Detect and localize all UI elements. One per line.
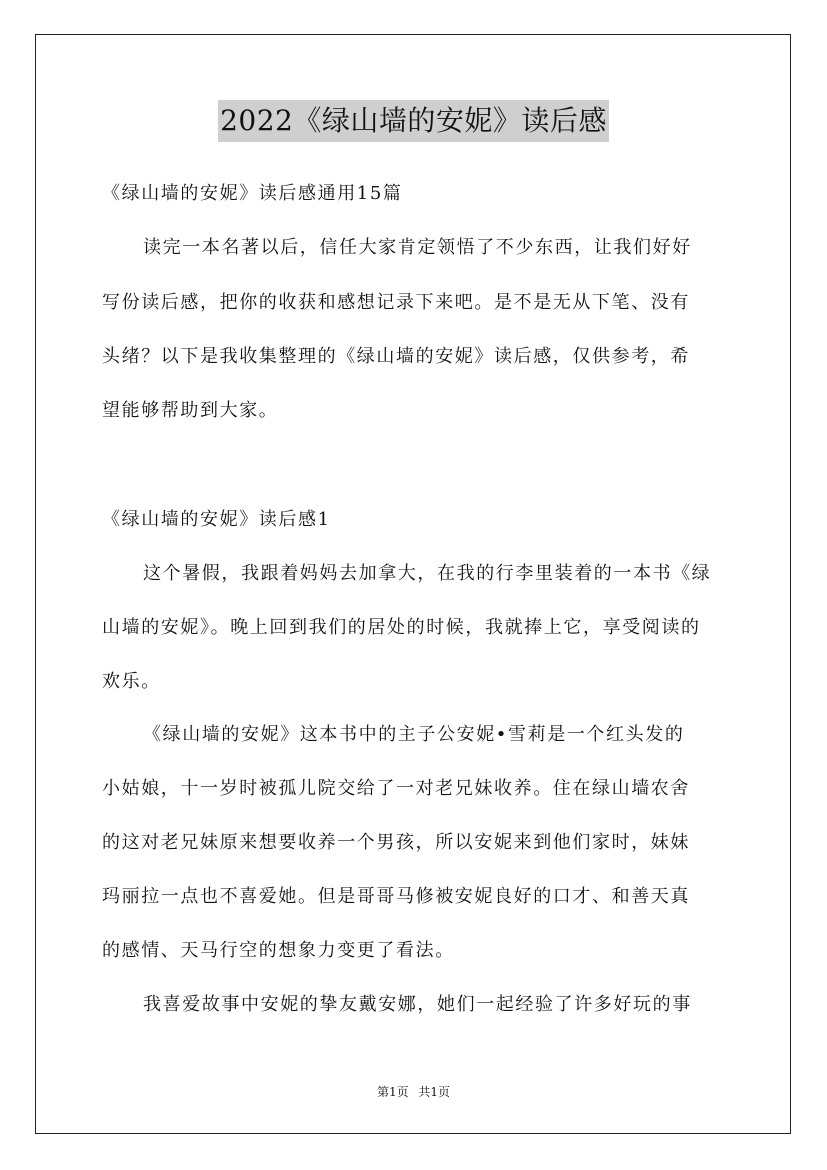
para2-line-1: 《绿山墙的安妮》这本书中的主子公安妮•雪莉是一个红头发的	[143, 724, 685, 745]
title-container	[0, 100, 827, 142]
page-footer	[0, 1083, 827, 1101]
intro-line-4: 望能够帮助到大家。	[102, 400, 279, 421]
document-subtitle: 《绿山墙的安妮》读后感通用15篇	[102, 183, 403, 204]
intro-line-2: 写份读后感，把你的收获和感想记录下来吧。是不是无从下笔、没有	[102, 292, 690, 313]
document-title: 2022《绿山墙的安妮》读后感	[218, 100, 609, 142]
para3-line-1: 我喜爱故事中安妮的挚友戴安娜，她们一起经验了许多好玩的事	[143, 994, 692, 1015]
page-number: 第1页	[376, 1085, 409, 1099]
intro-line-3: 头绪？以下是我收集整理的《绿山墙的安妮》读后感，仅供参考，希	[102, 346, 690, 367]
para1-line-1: 这个暑假，我跟着妈妈去加拿大，在我的行李里装着的一本书《绿	[143, 563, 712, 584]
para1-line-2: 山墙的安妮》。晚上回到我们的居处的时候，我就捧上它，享受阅读的	[102, 617, 701, 638]
page-total: 共1页	[418, 1085, 451, 1099]
para2-line-4: 玛丽拉一点也不喜爱她。但是哥哥马修被安妮良好的口才、和善天真	[102, 886, 690, 907]
section-heading: 《绿山墙的安妮》读后感1	[102, 509, 331, 530]
intro-line-1: 读完一本名著以后，信任大家肯定领悟了不少东西，让我们好好	[143, 237, 692, 258]
para1-line-3: 欢乐。	[102, 671, 161, 692]
para2-line-5: 的感情、天马行空的想象力变更了看法。	[102, 940, 455, 961]
para2-line-2: 小姑娘，十一岁时被孤儿院交给了一对老兄妹收养。住在绿山墙农舍	[102, 778, 690, 799]
para2-line-3: 的这对老兄妹原来想要收养一个男孩，所以安妮来到他们家时，妹妹	[102, 832, 690, 853]
